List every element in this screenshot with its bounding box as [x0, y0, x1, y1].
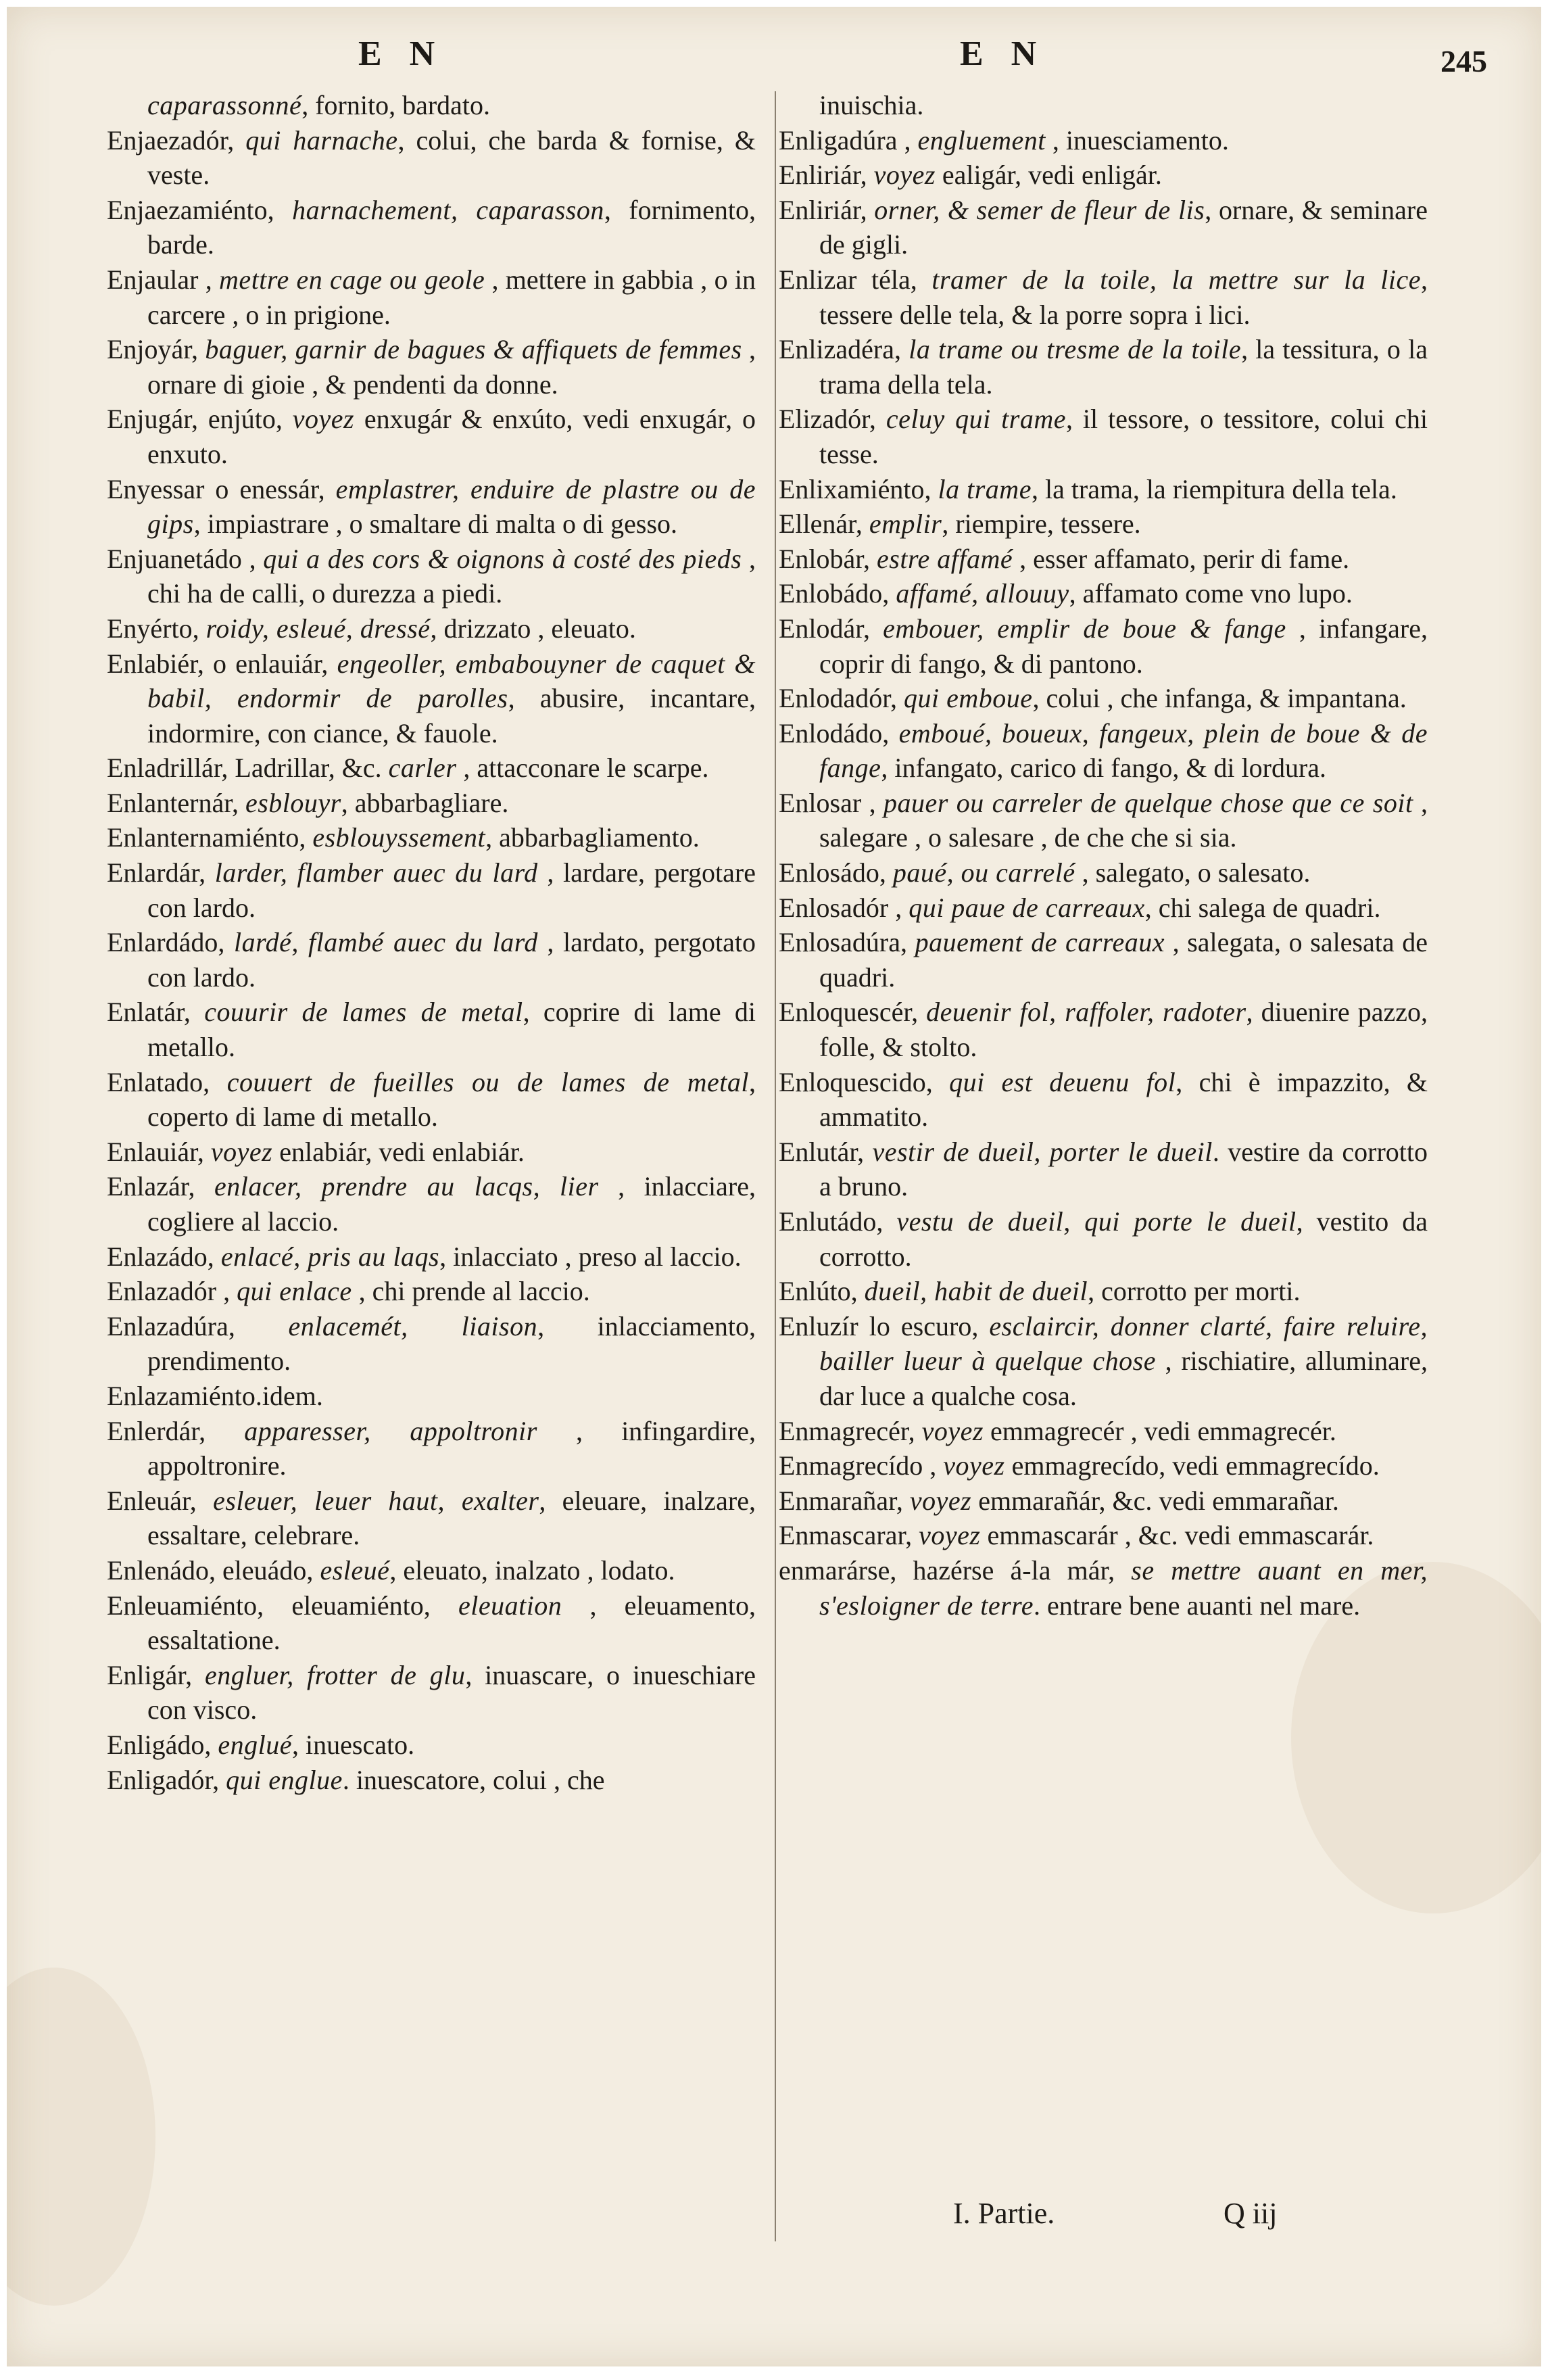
entry-french: engluer, frotter de glu [204, 1659, 466, 1690]
entry-french: esleuer, leuer haut, exalter [213, 1485, 539, 1516]
entry-italian: , attacconare le scarpe. [456, 753, 709, 784]
entry-french: la trame ou tresme de la toile [909, 334, 1242, 365]
entry-headword: Enladrillár, Ladrillar, &c. [107, 753, 389, 784]
dictionary-entry [779, 542, 1428, 577]
dictionary-entry [107, 855, 756, 925]
entry-italian: , lardato, pergotato con lardo. [147, 927, 756, 993]
entry-italian: , salegato, o salesato. [1075, 857, 1311, 888]
entry-headword: Enjuanetádo , [107, 543, 264, 574]
entry-headword: Enjaezadór, [107, 124, 246, 156]
entry-headword: Enyérto, [107, 613, 206, 644]
entry-french: deuenir fol, raffoler, radoter [926, 997, 1246, 1028]
dictionary-entry [107, 786, 756, 821]
entry-french: vestir de dueil, porter le dueil [872, 1136, 1213, 1167]
entry-italian: emmarañár, &c. vedi emmarañar. [971, 1485, 1339, 1516]
dictionary-entry [107, 1274, 756, 1309]
entry-headword: Enmascarar, [779, 1520, 919, 1551]
entry-headword: Enligár, [107, 1659, 205, 1690]
entry-italian: , la tessitura, o la trama della tela. [819, 334, 1428, 400]
entry-french: voyez [943, 1450, 1005, 1481]
entry-french: qui paue de carreaux [909, 892, 1145, 923]
entry-french: affamé, allouuy [896, 578, 1069, 609]
entry-headword: Enjugár, enjúto, [107, 404, 293, 435]
entry-italian: , rischiatire, alluminare, dar luce a qualche cosa. [819, 1346, 1428, 1411]
dictionary-entry [107, 1414, 756, 1483]
entry-headword: Enlutádo, [779, 1206, 897, 1237]
entry-french: esleué [320, 1554, 390, 1586]
entry-headword: Enlazádo, [107, 1241, 221, 1272]
dictionary-entry [779, 1065, 1428, 1135]
running-head-right: E N [960, 34, 1046, 73]
entry-french: voyez [292, 404, 355, 435]
entry-french: celuy qui trame [886, 404, 1066, 435]
entry-headword: Enloquescido, [779, 1066, 950, 1097]
entry-italian: , inlacciamento, prendimento. [147, 1310, 756, 1377]
entry-italian: , diuenire pazzo, folle, & stolto. [819, 997, 1428, 1063]
column-rule [775, 91, 776, 2241]
entry-italian: , salegare , o salesare , de che che si sia. [819, 787, 1428, 853]
entry-headword: Enlosadúra, [779, 927, 915, 958]
dictionary-entry [107, 88, 756, 123]
dictionary-entry [779, 262, 1428, 332]
dictionary-entry [779, 506, 1428, 542]
entry-french: qui est deuenu fol [949, 1066, 1176, 1097]
dictionary-entry [107, 402, 756, 471]
entry-italian: , ornare, & seminare de gigli. [819, 194, 1428, 260]
dictionary-entry [779, 995, 1428, 1064]
entry-headword: Enlobádo, [779, 578, 896, 609]
entry-headword: Enlosádo, [779, 857, 893, 888]
entry-headword: Enligadór, [107, 1764, 226, 1795]
entry-headword: Enlanternamiénto, [107, 822, 313, 853]
entry-french: eleuation [458, 1590, 562, 1621]
dictionary-entry [107, 1763, 756, 1798]
entry-italian: . entrare bene auanti nel mare. [1034, 1590, 1361, 1621]
entry-italian: , chi salega de quadri. [1144, 892, 1381, 923]
running-head-left: E N [358, 34, 445, 73]
entry-french: paué, ou carrelé [892, 857, 1075, 888]
entry-headword: Enyessar o enessár, [107, 473, 336, 504]
entry-italian: , fornimento, barde. [147, 194, 756, 260]
entry-french: la trame [938, 473, 1032, 504]
entry-italian: . inuescatore, colui , che [342, 1764, 605, 1795]
entry-headword: Enlixamiénto, [779, 473, 938, 504]
entry-headword: Enligadúra , [779, 124, 918, 156]
entry-french: pauer ou carreler de quelque chose que ce soit [883, 787, 1413, 818]
entry-italian: , colui , che infanga, & impantana. [1032, 683, 1407, 714]
entry-headword: Enjaezamiénto, [107, 194, 293, 225]
entry-italian: , mettere in gabbia , o in carcere , o in prigione. [147, 264, 756, 330]
entry-italian: , esser affamato, perir di fame. [1013, 543, 1350, 574]
dictionary-entry [107, 1483, 756, 1553]
entry-italian: , eleuato, inalzato , lodato. [389, 1554, 675, 1586]
dictionary-entry [107, 820, 756, 855]
entry-french: englué [218, 1729, 293, 1760]
entry-french: enlacemét, liaison [288, 1310, 538, 1341]
entry-headword: Ellenár, [779, 508, 869, 540]
dictionary-entry [107, 1658, 756, 1728]
dictionary-entry [779, 1553, 1428, 1623]
entry-italian: , abbarbagliamento. [485, 822, 700, 853]
dictionary-entry [107, 925, 756, 995]
entry-headword: Enlodádo, [779, 717, 899, 748]
entry-french: enlacer, prendre au lacqs, lier [214, 1171, 599, 1202]
entry-headword: Elizadór, [779, 404, 886, 435]
entry-headword: Enlerdár, [107, 1415, 245, 1446]
entry-french: emboué, boueux, fangeux, plein de boue & de fange [819, 717, 1428, 784]
entry-french: voyez [919, 1520, 981, 1551]
entry-italian: , corrotto per morti. [1088, 1276, 1301, 1307]
entry-headword: Enleuár, [107, 1485, 214, 1516]
entry-french: qui emboue [904, 683, 1033, 714]
entry-italian: ealigár, vedi enligár. [935, 160, 1162, 191]
dictionary-entry [107, 472, 756, 542]
entry-italian: , coperto di lame di metallo. [147, 1066, 756, 1133]
entry-french: voyez [921, 1415, 984, 1446]
entry-french: enlacé, pris au laqs [220, 1241, 440, 1272]
entry-headword: Enlenádo, eleuádo, [107, 1554, 320, 1586]
entry-headword: Enlardádo, [107, 927, 234, 958]
entry-headword: Enlizar téla, [779, 264, 932, 295]
entry-headword: Enlatado, [107, 1066, 227, 1097]
dictionary-entry [779, 681, 1428, 716]
entry-italian: , il tessore, o tessitore, colui chi tesse. [819, 404, 1428, 469]
entry-italian: , abbarbagliare. [341, 787, 509, 818]
dictionary-entry [779, 611, 1428, 681]
entry-italian: , riempire, tessere. [942, 508, 1141, 540]
dictionary-entry [107, 1379, 756, 1414]
entry-headword: Enlosadór , [779, 892, 909, 923]
entry-italian: , salegata, o salesata de quadri. [819, 927, 1428, 993]
entry-french: engeoller, embabouyner de caquet & babil, endormir de parolles [147, 648, 756, 714]
dictionary-entry [107, 1239, 756, 1275]
entry-headword: Enlazamiénto.idem. [107, 1380, 323, 1411]
entry-headword: Enjaular , [107, 264, 220, 295]
dictionary-entry [107, 1169, 756, 1239]
entry-french: qui harnache [245, 124, 398, 156]
dictionary-entry [107, 1065, 756, 1135]
right-column [779, 88, 1428, 1623]
entry-italian: , la trama, la riempitura della tela. [1031, 473, 1397, 504]
dictionary-entry [107, 995, 756, 1064]
dictionary-entry [779, 716, 1428, 786]
entry-french: vestu de dueil, qui porte le dueil [896, 1206, 1297, 1237]
entry-headword: Enlazadór , [107, 1276, 237, 1307]
dictionary-entry [107, 123, 756, 193]
entry-french: emplastrer, enduire de plastre ou de gips [147, 473, 756, 540]
dictionary-entry [779, 890, 1428, 926]
dictionary-entry [779, 88, 1428, 123]
dictionary-entry [779, 576, 1428, 611]
dictionary-entry [779, 1135, 1428, 1204]
dictionary-entry [779, 402, 1428, 471]
entry-french: esblouyr [245, 787, 341, 818]
dictionary-entry [779, 1483, 1428, 1519]
entry-italian: , eleuamento, essaltatione. [147, 1590, 756, 1656]
entry-italian: enxugár & enxúto, vedi enxugár, o enxuto. [147, 404, 756, 469]
entry-headword: Enliriár, [779, 194, 875, 225]
entry-french: couurir de lames de metal [204, 997, 523, 1028]
entry-italian: emmagrecído, vedi emmagrecído. [1004, 1450, 1380, 1481]
dictionary-entry [107, 332, 756, 402]
dictionary-entry [107, 262, 756, 332]
entry-italian: , eleuare, inalzare, essaltare, celebrare. [147, 1485, 756, 1551]
entry-french: roidy, esleué, dressé [205, 613, 431, 644]
entry-italian: , inuesciamento. [1045, 124, 1229, 156]
dictionary-entry [779, 332, 1428, 402]
entry-headword: Enlatár, [107, 997, 205, 1028]
entry-headword: Enlutár, [779, 1136, 873, 1167]
entry-headword: enmarárse, hazérse á-la már, [779, 1554, 1132, 1586]
entry-french: orner, & semer de fleur de lis [874, 194, 1205, 225]
entry-french: carler [388, 753, 457, 784]
entry-italian: , infangato, carico di fango, & di lordura. [881, 753, 1327, 784]
entry-italian: , abusire, incantare, indormire, con ciance, & fauole. [147, 683, 756, 748]
dictionary-entry [779, 158, 1428, 193]
dictionary-entry [107, 1728, 756, 1763]
entry-italian: enlabiár, vedi enlabiár. [272, 1136, 525, 1167]
entry-italian: emmagrecér , vedi emmagrecér. [983, 1415, 1336, 1446]
entry-headword: Enjoyár, [107, 334, 205, 365]
paper-stain [7, 1968, 155, 2306]
entry-italian: , inuescato. [292, 1729, 415, 1760]
entry-headword: Enliriár, [779, 160, 874, 191]
entry-italian: , infingardire, appoltronire. [147, 1415, 756, 1481]
entry-french: mettre en cage ou geole [219, 264, 485, 295]
entry-french: apparesser, appoltronir [244, 1415, 537, 1446]
dictionary-entry [779, 1448, 1428, 1483]
dictionary-entry [107, 611, 756, 646]
entry-italian: , ornare di gioie , & pendenti da donne. [147, 334, 756, 400]
dictionary-entry [107, 193, 756, 262]
entry-headword: Enlosar , [779, 787, 883, 818]
entry-french: couuert de fueilles ou de lames de metal [226, 1066, 749, 1097]
entry-italian: , chi è impazzito, & ammatito. [819, 1066, 1428, 1133]
dictionary-entry [107, 1309, 756, 1379]
entry-french: qui englue [226, 1764, 343, 1795]
entry-italian: inuischia. [819, 90, 924, 120]
entry-headword: Enluzír lo escuro, [779, 1310, 990, 1341]
entry-french: tramer de la toile, la mettre sur la lice [931, 264, 1421, 295]
entry-french: pauement de carreaux [915, 927, 1165, 958]
entry-italian: , lardare, pergotare con lardo. [147, 857, 756, 923]
entry-headword: Enlizadéra, [779, 334, 909, 365]
entry-italian: , vestito da corrotto. [819, 1206, 1428, 1272]
dictionary-entry [107, 542, 756, 611]
entry-french: lardé, flambé auec du lard [233, 927, 538, 958]
entry-french: esblouyssement [312, 822, 486, 853]
entry-french: engluement [917, 124, 1046, 156]
entry-headword: Enlardár, [107, 857, 215, 888]
dictionary-entry [779, 1518, 1428, 1553]
entry-italian: , coprire di lame di metallo. [147, 997, 756, 1063]
entry-headword: Enlanternár, [107, 787, 245, 818]
entry-headword: Enlodár, [779, 613, 883, 644]
entry-headword: Enlazár, [107, 1171, 215, 1202]
entry-french: qui enlace [237, 1276, 352, 1307]
dictionary-entry [779, 193, 1428, 262]
entry-french: larder, flamber auec du lard [214, 857, 538, 888]
entry-italian: , colui, che barda & fornise, & veste. [147, 124, 756, 191]
entry-italian: , inlacciato , preso al laccio. [439, 1241, 742, 1272]
entry-italian: , infangare, coprir di fango, & di pantono. [819, 613, 1428, 679]
entry-french: harnachement, caparasson [292, 194, 604, 225]
dictionary-entry [107, 1135, 756, 1170]
entry-french: se mettre auant en mer, s'esloigner de terre [819, 1554, 1428, 1621]
entry-french: esclaircir, donner clarté, faire reluire, bailler lueur à quelque chose [819, 1310, 1428, 1377]
dictionary-entry [779, 786, 1428, 855]
dictionary-entry [779, 472, 1428, 507]
entry-french: estre affamé [877, 543, 1013, 574]
entry-italian: , chi ha de calli, o durezza a piedi. [147, 543, 756, 609]
entry-italian: , chi prende al laccio. [352, 1276, 590, 1307]
entry-italian: , fornito, bardato. [301, 90, 491, 120]
entry-headword: Enloquescér, [779, 997, 927, 1028]
entry-french: embouer, emplir de boue & fange [883, 613, 1286, 644]
entry-italian: , drizzato , eleuato. [430, 613, 636, 644]
dictionary-entry [107, 1553, 756, 1588]
entry-headword: Enmagrecér, [779, 1415, 922, 1446]
entry-headword: Enligádo, [107, 1729, 218, 1760]
entry-italian: , inlacciare, cogliere al laccio. [147, 1171, 756, 1237]
entry-headword: Enlobár, [779, 543, 877, 574]
page-number: 245 [1440, 44, 1487, 78]
entry-headword: Enmarañar, [779, 1485, 910, 1516]
left-column [107, 88, 756, 1797]
entry-headword: Enlúto, [779, 1276, 865, 1307]
entry-french: baguer, garnir de bagues & affiquets de femmes [205, 334, 742, 365]
entry-french: voyez [210, 1136, 273, 1167]
signature-line: I. Partie. [953, 2197, 1055, 2230]
entry-french: qui a des cors & oignons à costé des pieds [263, 543, 742, 574]
dictionary-entry [107, 646, 756, 751]
dictionary-entry [107, 751, 756, 786]
dictionary-entry [779, 1414, 1428, 1449]
page-scan [7, 7, 1541, 2366]
entry-french: dueil, habit de dueil [864, 1276, 1088, 1307]
dictionary-entry [779, 855, 1428, 890]
dictionary-entry [779, 1204, 1428, 1274]
entry-french: voyez [873, 160, 936, 191]
dictionary-entry [107, 1588, 756, 1658]
entry-headword: Enlodadór, [779, 683, 904, 714]
entry-italian: , impiastrare , o smaltare di malta o di gesso. [193, 508, 678, 540]
entry-french: voyez [909, 1485, 972, 1516]
entry-italian: , tessere delle tela, & la porre sopra i lici. [819, 264, 1428, 330]
entry-headword: Enlazadúra, [107, 1310, 289, 1341]
entry-italian: , affamato come vno lupo. [1069, 578, 1353, 609]
entry-headword: Enlabiér, o enlauiár, [107, 648, 337, 679]
entry-french: emplir [869, 508, 942, 540]
dictionary-entry [779, 1274, 1428, 1309]
dictionary-entry [779, 1309, 1428, 1414]
entry-headword: Enmagrecído , [779, 1450, 944, 1481]
dictionary-entry [779, 123, 1428, 158]
entry-italian: . vestire da corrotto a bruno. [819, 1136, 1428, 1202]
entry-italian: , inuascare, o inueschiare con visco. [147, 1659, 756, 1726]
dictionary-entry [779, 925, 1428, 995]
entry-italian: emmascarár , &c. vedi emmascarár. [980, 1520, 1374, 1551]
entry-headword: Enlauiár, [107, 1136, 211, 1167]
sheet-mark: Q iij [1224, 2197, 1278, 2230]
entry-headword: Enleuamiénto, eleuamiénto, [107, 1590, 458, 1621]
entry-french: caparassonné [147, 90, 302, 120]
